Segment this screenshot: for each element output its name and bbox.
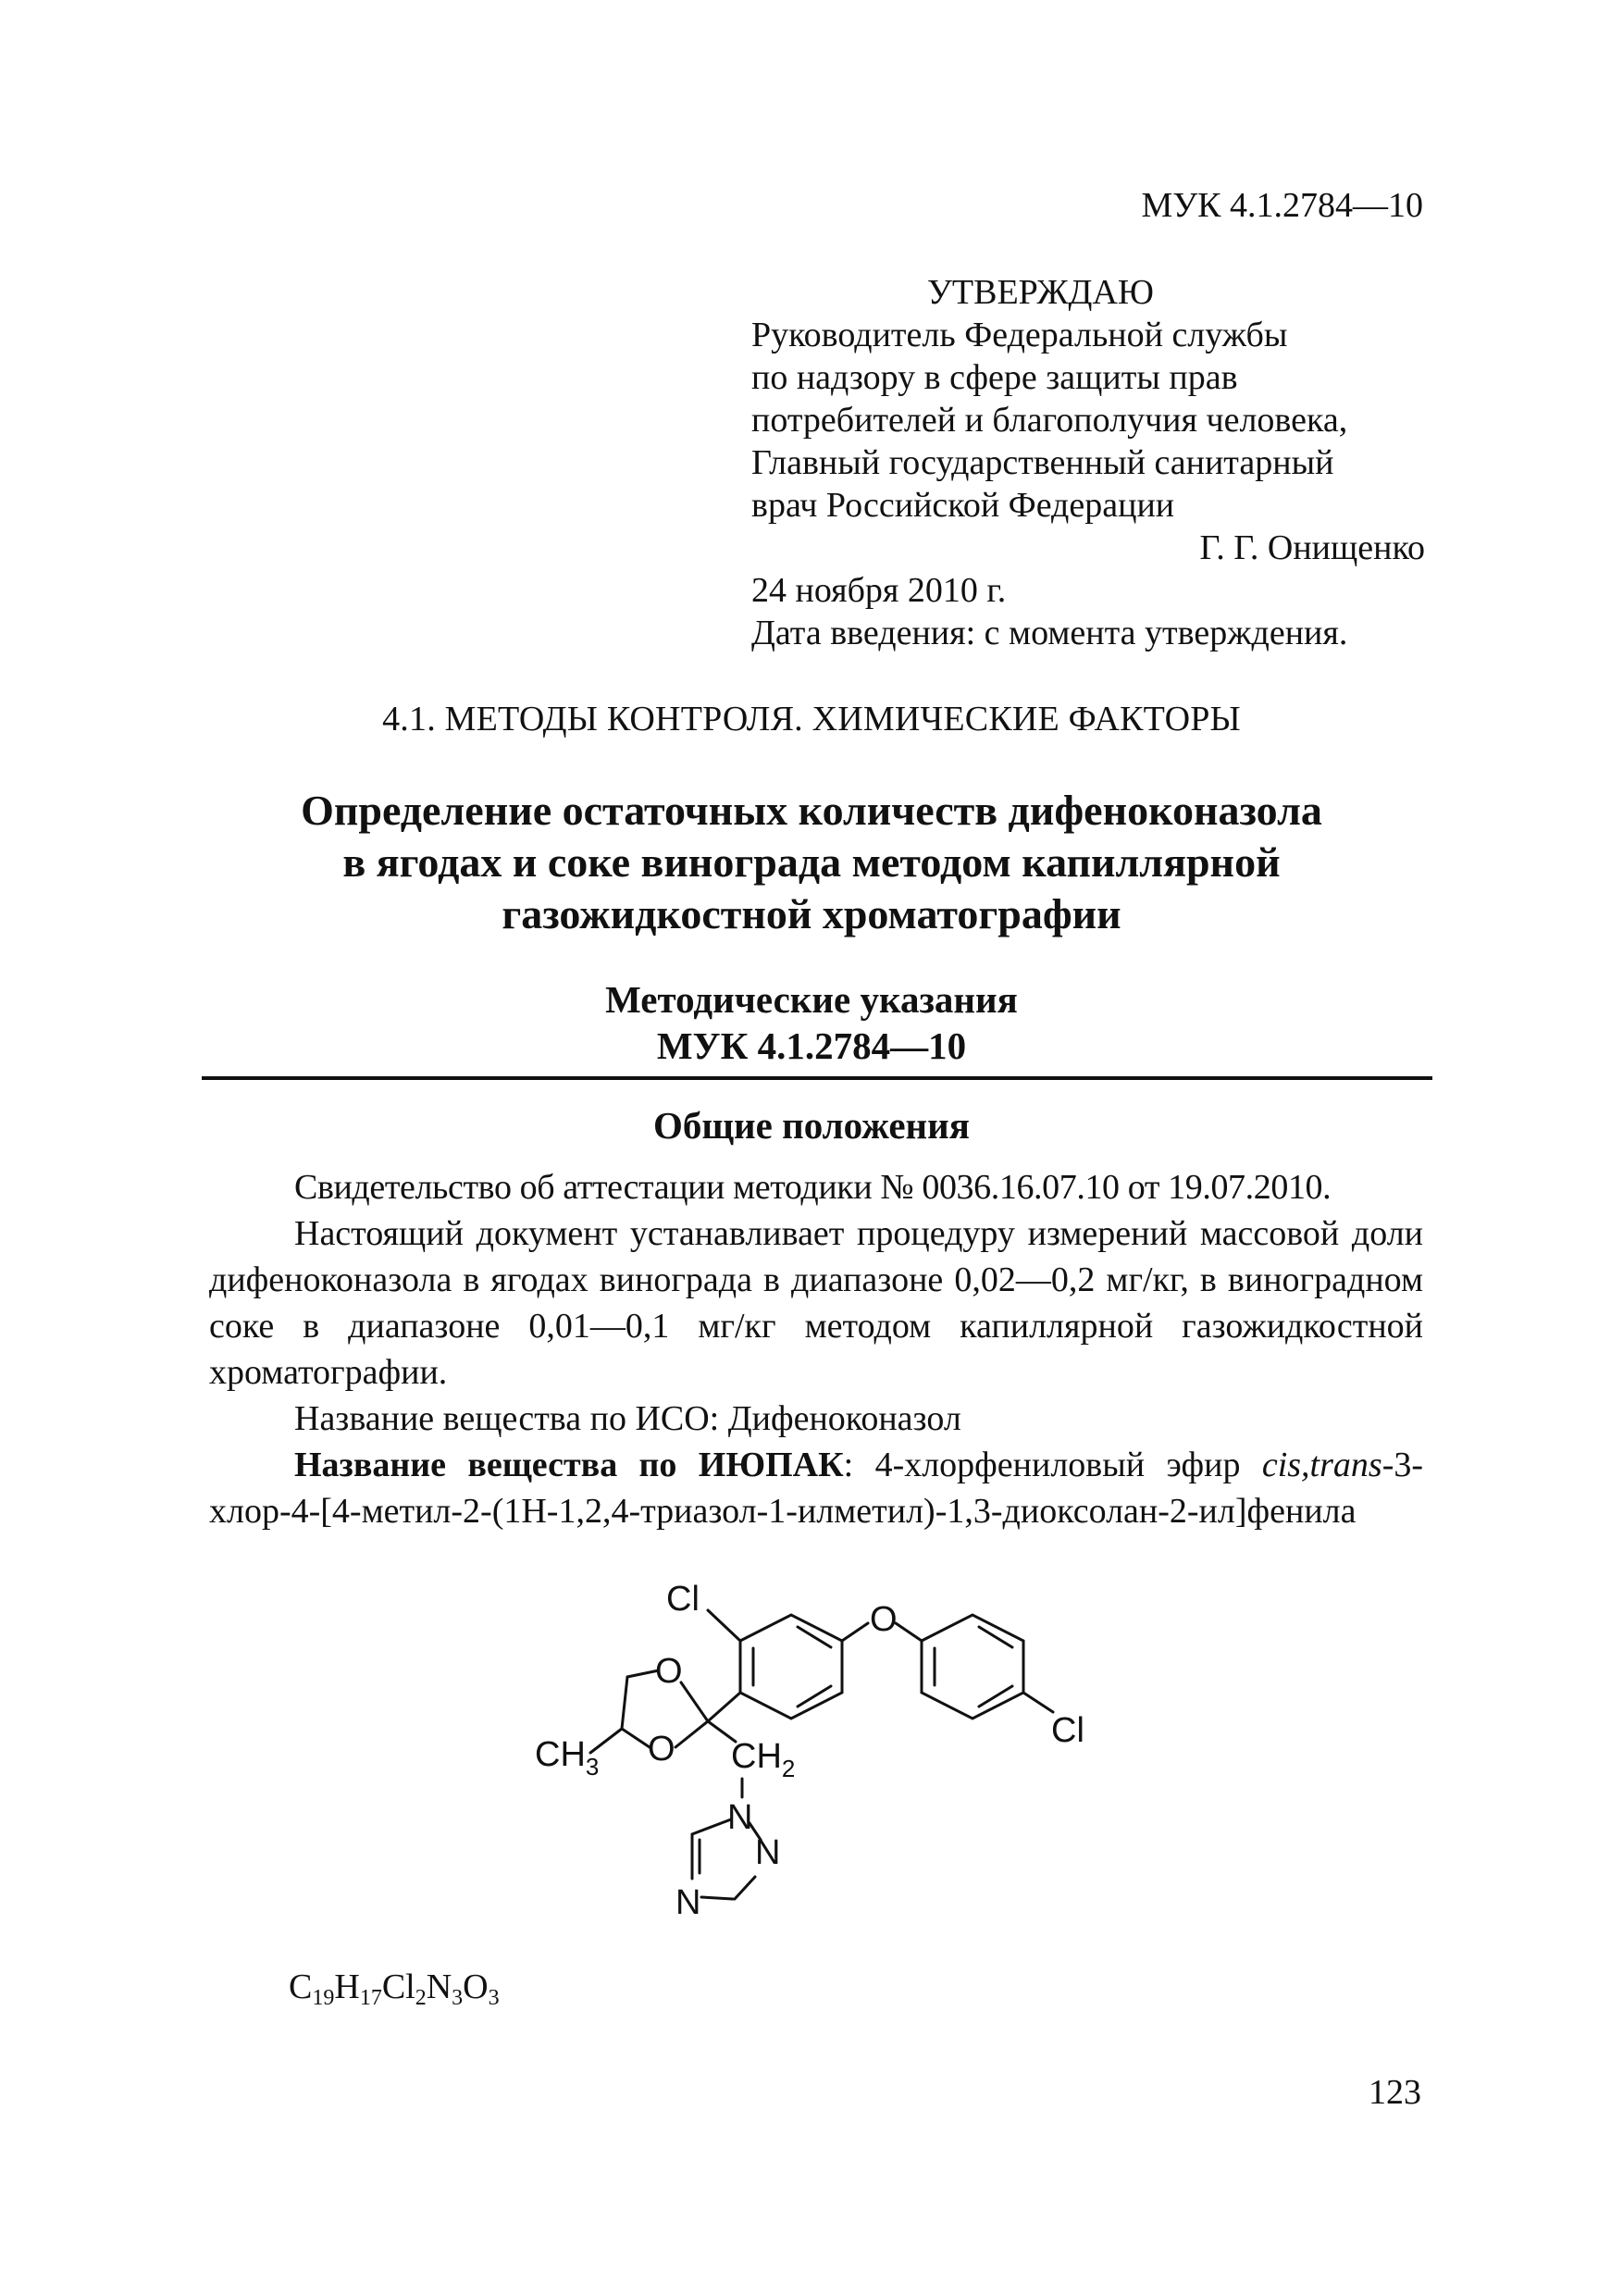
ring-double-bond <box>979 1627 1012 1647</box>
ring-double-bond <box>979 1686 1012 1706</box>
document-subtitle <box>185 976 1438 1069</box>
atom-o-ether: O <box>870 1600 898 1639</box>
chemical-structure <box>500 1564 1166 1953</box>
iupac-name-paragraph <box>209 1442 1423 1534</box>
iupac-italic: cis,trans <box>1261 1446 1382 1484</box>
formula-count: 3 <box>452 1986 464 2010</box>
subtitle-line: МУК 4.1.2784—10 <box>656 1024 967 1067</box>
atom-o-ring-bottom: O <box>648 1730 675 1769</box>
bond-ring-link <box>708 1693 740 1721</box>
formula-element: Cl <box>381 1967 415 2006</box>
document-title <box>185 785 1438 940</box>
group-ch3 <box>535 1735 599 1781</box>
approval-date: 24 ноября 2010 г. <box>751 571 1007 610</box>
ch3-subscript: 3 <box>585 1753 600 1781</box>
bond-ether <box>842 1623 868 1641</box>
bond-dioxolane <box>622 1729 650 1747</box>
iupac-text: -3-хлор-4-[4-метил-2-(1Н-1,2,4-триазол-1-илметил)-1,3-диоксолан-2-ил]фенила <box>209 1446 1424 1531</box>
title-line: в ягодах и соке винограда методом капиллярной <box>342 838 1281 886</box>
bond-triazole <box>692 1819 731 1834</box>
title-line: газожидкостной хроматографии <box>502 890 1121 937</box>
section-heading: 4.1. МЕТОДЫ КОНТРОЛЯ. ХИМИЧЕСКИЕ ФАКТОРЫ <box>382 700 1241 738</box>
title-line: Определение остаточных количеств дифеноконазола <box>301 787 1322 834</box>
ring-double-bond <box>798 1686 831 1706</box>
certificate-paragraph: Свидетельство об аттестации методики № 0036.16.07.10 от 19.07.2010. <box>294 1168 1332 1207</box>
bond-triazole <box>701 1897 733 1899</box>
ch3-label: CH <box>535 1735 586 1774</box>
formula-count: 19 <box>312 1986 335 2010</box>
formula-count: 3 <box>488 1986 500 2010</box>
bond-ether <box>896 1623 922 1641</box>
bond-cl <box>708 1610 740 1641</box>
approval-position-line: Главный государственный санитарный <box>751 443 1334 482</box>
subtitle-line: Методические указания <box>605 978 1018 1021</box>
atom-n1: N <box>727 1798 753 1837</box>
bond-dioxolane <box>681 1682 708 1721</box>
atom-o-ring-top: O <box>655 1652 683 1691</box>
bond-methyl <box>590 1729 622 1753</box>
ring-double-bond <box>798 1627 831 1647</box>
formula-count: 2 <box>415 1986 427 2010</box>
molecular-formula <box>289 1964 500 2021</box>
formula-element: N <box>426 1967 452 2006</box>
approver-name: Г. Г. Онищенко <box>1199 528 1425 567</box>
page-number: 123 <box>1369 2073 1421 2112</box>
iupac-label: Название вещества по ИЮПАК <box>294 1446 844 1484</box>
general-heading: Общие положения <box>653 1104 970 1147</box>
bond-dioxolane <box>627 1670 659 1677</box>
document-code: МУК 4.1.2784—10 <box>1141 186 1423 225</box>
formula-element: H <box>334 1967 360 2006</box>
formula-element: O <box>463 1967 489 2006</box>
atom-cl-top: Cl <box>666 1580 700 1619</box>
approval-title: УТВЕРЖДАЮ <box>927 273 1154 312</box>
horizontal-rule <box>202 1076 1432 1080</box>
benzene-ring-center <box>740 1615 842 1719</box>
approval-block <box>751 271 1425 654</box>
structure-diagram <box>500 1564 1166 1953</box>
ch2-label: CH <box>731 1737 782 1776</box>
bond-dioxolane <box>675 1721 708 1747</box>
bond-triazole <box>735 1877 755 1899</box>
atom-n2: N <box>755 1833 781 1872</box>
ch2-subscript: 2 <box>781 1755 796 1782</box>
approval-position-line: потребителей и благополучия человека, <box>751 401 1348 440</box>
atom-n4: N <box>675 1883 701 1922</box>
benzene-ring-right <box>922 1615 1023 1719</box>
general-body <box>209 1164 1423 1534</box>
formula-count: 17 <box>359 1986 382 2010</box>
bond-cl <box>1023 1693 1053 1712</box>
iso-name-paragraph: Название вещества по ИСО: Дифеноконазол <box>294 1399 961 1438</box>
scope-paragraph: Настоящий документ устанавливает процедуру измерений массовой доли дифеноконазола в ягодах винограда в диапазоне 0,02—0,2 мг/кг, в виноградном соке в диапазоне 0,01—0,1 мг/кг методом капиллярной газожидкостной хроматографии. <box>209 1214 1423 1392</box>
atom-cl-right: Cl <box>1051 1711 1084 1750</box>
formula-element: C <box>289 1967 313 2006</box>
group-ch2 <box>731 1737 795 1782</box>
approval-position-line: по надзору в сфере защиты прав <box>751 358 1238 397</box>
bond-dioxolane <box>622 1677 627 1729</box>
effective-date: Дата введения: с момента утверждения. <box>751 614 1348 652</box>
approval-position-line: врач Российской Федерации <box>751 486 1175 525</box>
approval-position-line: Руководитель Федеральной службы <box>751 316 1288 354</box>
iupac-text: : 4-хлорфениловый эфир <box>843 1446 1262 1484</box>
